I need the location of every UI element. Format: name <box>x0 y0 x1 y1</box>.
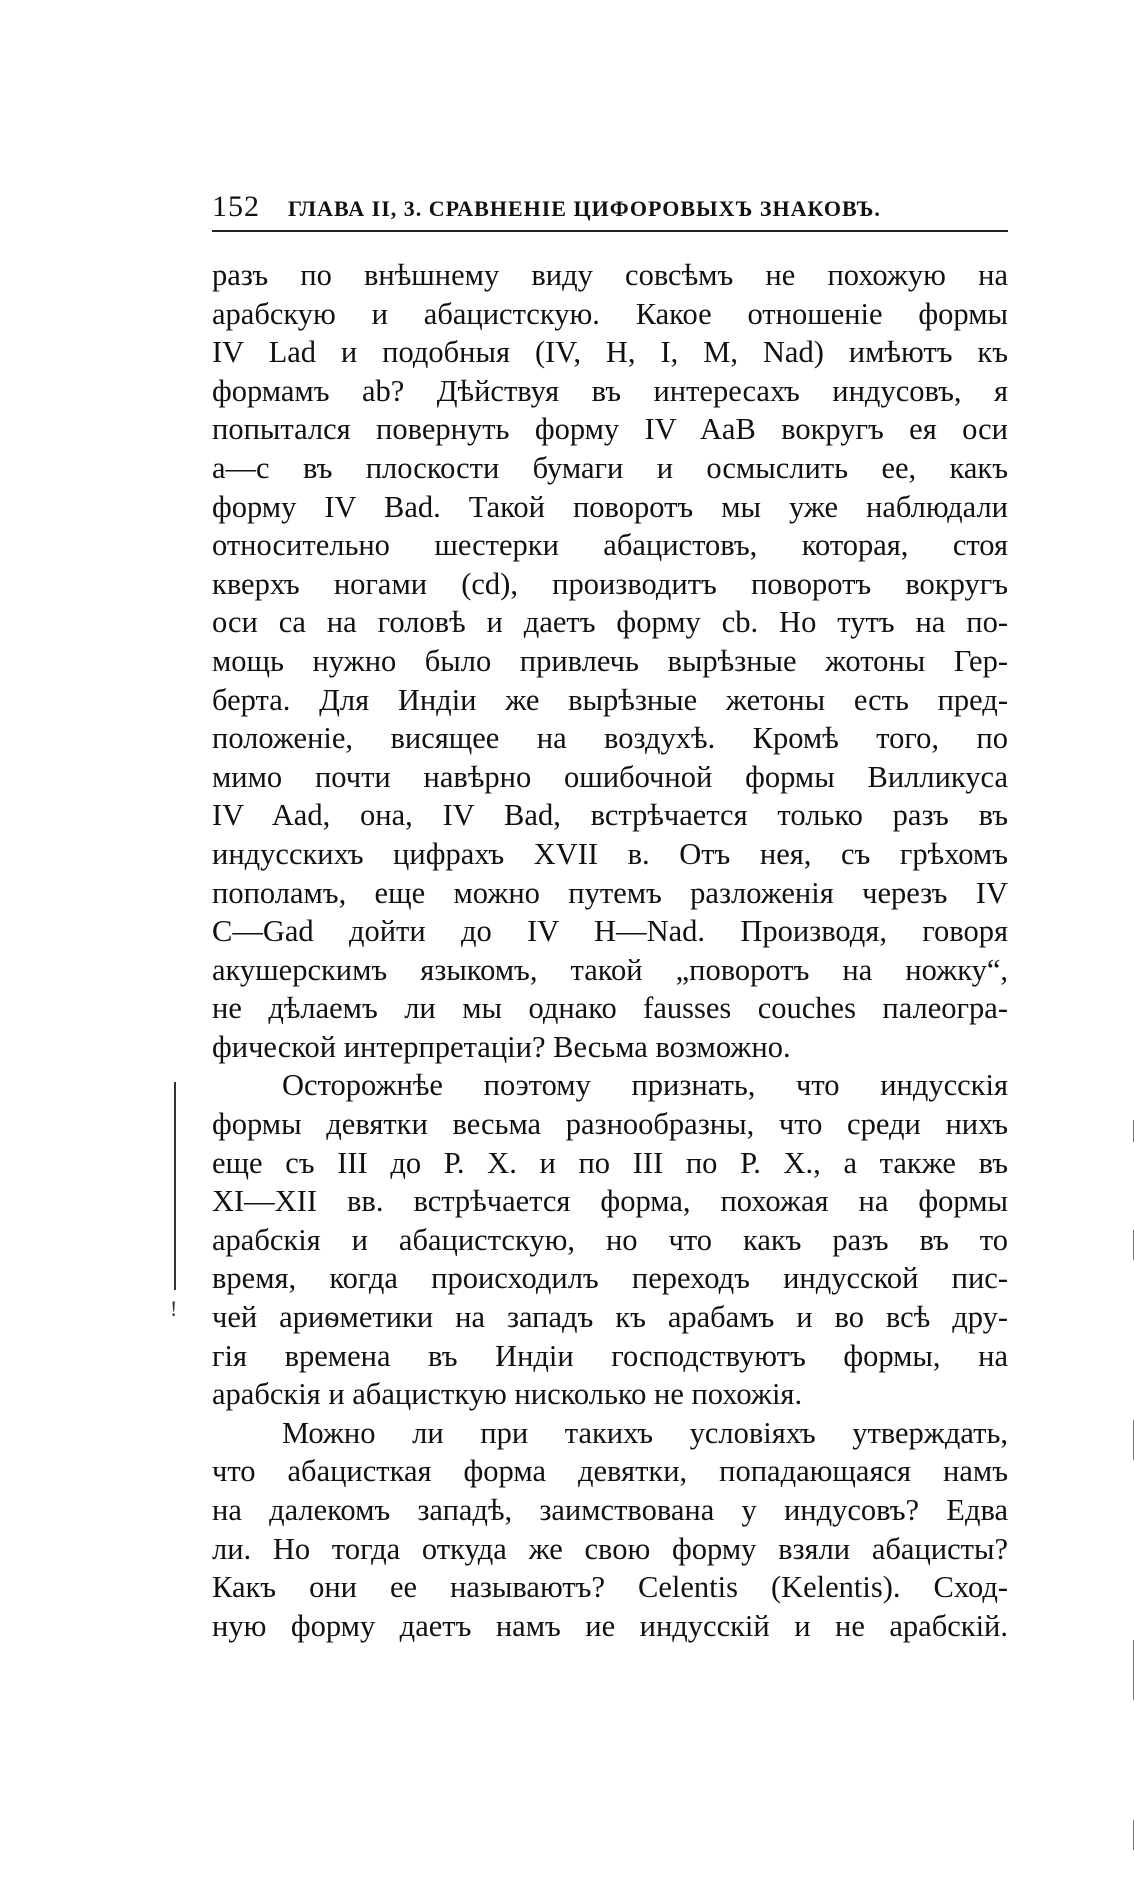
text-line: арабскую и абацистскую. Какое отношеніе формы <box>212 296 1008 331</box>
text-line: IV Aad, она, IV Bad, встрѣчается только разъ въ <box>212 798 1008 833</box>
edge-scan-mark <box>1133 1820 1134 1850</box>
running-head: ГЛАВА II, 3. СРАВНЕНІЕ ЦИФОРОВЫХЪ ЗНАКОВЪ. <box>288 196 881 221</box>
text-line: на далекомъ западѣ, заимствована у индусовъ? Едва <box>212 1493 1008 1527</box>
margin-bracket-mark <box>174 1082 176 1290</box>
edge-scan-mark <box>1133 1640 1134 1700</box>
text-line: пополамъ, еще можно путемъ разложенія черезъ IV <box>212 875 1008 910</box>
text-line: IV Lad и подобныя (IV, H, I, M, Nad) имѣютъ къ <box>212 335 1008 370</box>
text-line: ли. Но тогда откуда же свою форму взяли абацисты? <box>212 1531 1008 1566</box>
edge-scan-mark <box>1133 1230 1134 1260</box>
text-line: мощь нужно было привлечь вырѣзные жотоны Гер- <box>212 643 1008 678</box>
page-header <box>212 190 1012 226</box>
text-line: Осторожнѣе поэтому признать, что индусскія <box>282 1068 1008 1103</box>
text-line: формамъ ab? Дѣйствуя въ интересахъ индусовъ, я <box>212 373 1008 408</box>
header-rule <box>212 230 1008 232</box>
text-line: индусскихъ цифрахъ XVII в. Отъ нея, съ грѣхомъ <box>212 836 1008 871</box>
text-line: C—Gad дойти до IV H—Nad. Производя, говоря <box>212 914 1008 949</box>
edge-scan-mark <box>1133 1420 1134 1460</box>
text-line: положеніе, висящее на воздухѣ. Кромѣ того, по <box>212 721 1008 756</box>
text-line: кверхъ ногами (cd), производитъ поворотъ вокругъ <box>212 566 1008 601</box>
margin-tick-mark: ! <box>170 1296 178 1321</box>
text-line: форму IV Bad. Такой поворотъ мы уже наблюдали <box>212 489 1008 524</box>
text-line: что абацисткая форма девятки, попадающаяся намъ <box>212 1454 1008 1489</box>
text-line: XI—XII вв. встрѣчается форма, похожая на формы <box>212 1184 1008 1219</box>
text-line: фической интерпретаціи? Весьма возможно. <box>212 1029 791 1064</box>
text-line: формы девятки весьма разнообразны, что среди нихъ <box>212 1107 1008 1142</box>
edge-scan-mark <box>1133 1120 1134 1142</box>
text-line: ную форму даетъ намъ ие индусскій и не арабскій. <box>212 1608 1008 1643</box>
text-line: Какъ они ее называютъ? Celentis (Kelentis). Сход- <box>212 1570 1008 1605</box>
text-line: гія времена въ Индіи господствуютъ формы, на <box>212 1338 1008 1373</box>
page-number: 152 <box>212 190 260 223</box>
body-text <box>212 256 1008 1645</box>
text-line: a—c въ плоскости бумаги и осмыслить ее, какъ <box>212 450 1008 485</box>
text-line: берта. Для Индіи же вырѣзные жетоны есть пред- <box>212 682 1008 717</box>
text-line: попытался повернуть форму IV AaB вокругъ ея оси <box>212 412 1008 447</box>
text-line: время, когда происходилъ переходъ индусской пис- <box>212 1261 1008 1296</box>
text-line: еще съ III до Р. Х. и по III по Р. Х., а также въ <box>212 1145 1008 1180</box>
text-line: мимо почти навѣрно ошибочной формы Вилликуса <box>212 759 1008 794</box>
text-line: чей ариѳметики на западъ къ арабамъ и во всѣ дру- <box>212 1300 1008 1335</box>
text-line: акушерскимъ языкомъ, такой „поворотъ на ножку“, <box>212 952 1008 987</box>
text-line: не дѣлаемъ ли мы однако fausses couches палеогра- <box>212 991 1008 1026</box>
text-line: Можно ли при такихъ условіяхъ утверждать, <box>282 1415 1008 1450</box>
text-line: арабскія и абацисткую нисколько не похожія. <box>212 1377 803 1412</box>
text-line: относительно шестерки абацистовъ, которая, стоя <box>212 528 1008 563</box>
text-line: разъ по внѣшнему виду совсѣмъ не похожую на <box>212 258 1008 292</box>
text-line: оси ca на головѣ и даетъ форму cb. Но тутъ на по- <box>212 605 1008 640</box>
text-line: арабскія и абацистскую, но что какъ разъ въ то <box>212 1222 1008 1257</box>
